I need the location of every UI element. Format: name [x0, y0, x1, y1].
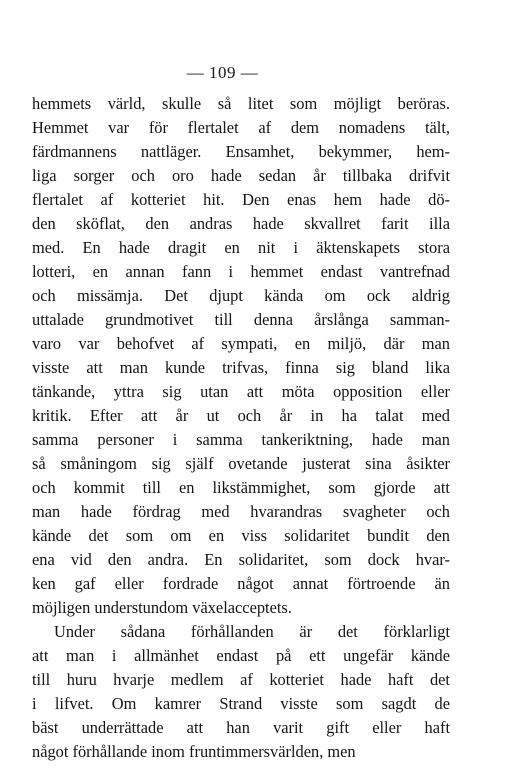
body-text: [32, 92, 450, 764]
text-line: till huru hvarje medlem af kotteriet hade haft det: [32, 670, 450, 689]
text-line: Under sådana förhållanden är det förklarligt: [54, 622, 450, 641]
text-line: ena vid den andra. En solidaritet, som dock hvar-: [32, 550, 450, 569]
text-line: samma personer i samma tankeriktning, hade man: [32, 430, 450, 449]
text-line: varo var behofvet af sympati, en miljö, där man: [32, 334, 450, 353]
text-line: och kommit till en likstämmighet, som gjorde att: [32, 478, 450, 497]
text-line: hemmets värld, skulle så litet som möjligt beröras.: [32, 94, 450, 113]
paragraph: [32, 620, 450, 764]
text-line: Hemmet var för flertalet af dem nomadens tält,: [32, 118, 450, 137]
text-line: lotteri, en annan fann i hemmet endast vantrefnad: [32, 262, 450, 281]
text-line: ken gaf eller fordrade något annat förtroende än: [32, 574, 450, 593]
text-line: visste att man kunde trifvas, finna sig bland lika: [32, 358, 450, 377]
text-line: med. En hade dragit en nit i äktenskapets stora: [32, 238, 450, 257]
text-line: den sköflat, den andras hade skvallret farit illa: [32, 214, 450, 233]
text-line: liga sorger och oro hade sedan år tillbaka drifvit: [32, 166, 450, 185]
text-line: möjligen understundom växelacceptets.: [32, 598, 292, 617]
text-line: flertalet af kotteriet hit. Den enas hem hade dö-: [32, 190, 450, 209]
text-line: tänkande, yttra sig utan att möta opposition eller: [32, 382, 450, 401]
text-line: så småningom sig själf ovetande justerat sina åsikter: [32, 454, 450, 473]
text-line: man hade fördrag med hvarandras svagheter och: [32, 502, 450, 521]
text-line: kritik. Efter att år ut och år in ha talat med: [32, 406, 450, 425]
page-number: — 109 —: [186, 63, 259, 82]
text-line: något förhållande inom fruntimmersvärlden, men: [32, 742, 356, 761]
paragraph: [32, 92, 450, 620]
text-line: uttalade grundmotivet till denna årslånga samman-: [32, 310, 450, 329]
text-line: att man i allmänhet endast på ett ungefär kände: [32, 646, 450, 665]
text-line: bäst underrättade att han varit gift eller haft: [32, 718, 450, 737]
text-line: kände det som om en viss solidaritet bundit den: [32, 526, 450, 545]
text-line: i lifvet. Om kamrer Strand visste som sagdt de: [32, 694, 450, 713]
text-line: färdmannens nattläger. Ensamhet, bekymmer, hem-: [32, 142, 450, 161]
text-line: och missämja. Det djupt kända om ock aldrig: [32, 286, 450, 305]
